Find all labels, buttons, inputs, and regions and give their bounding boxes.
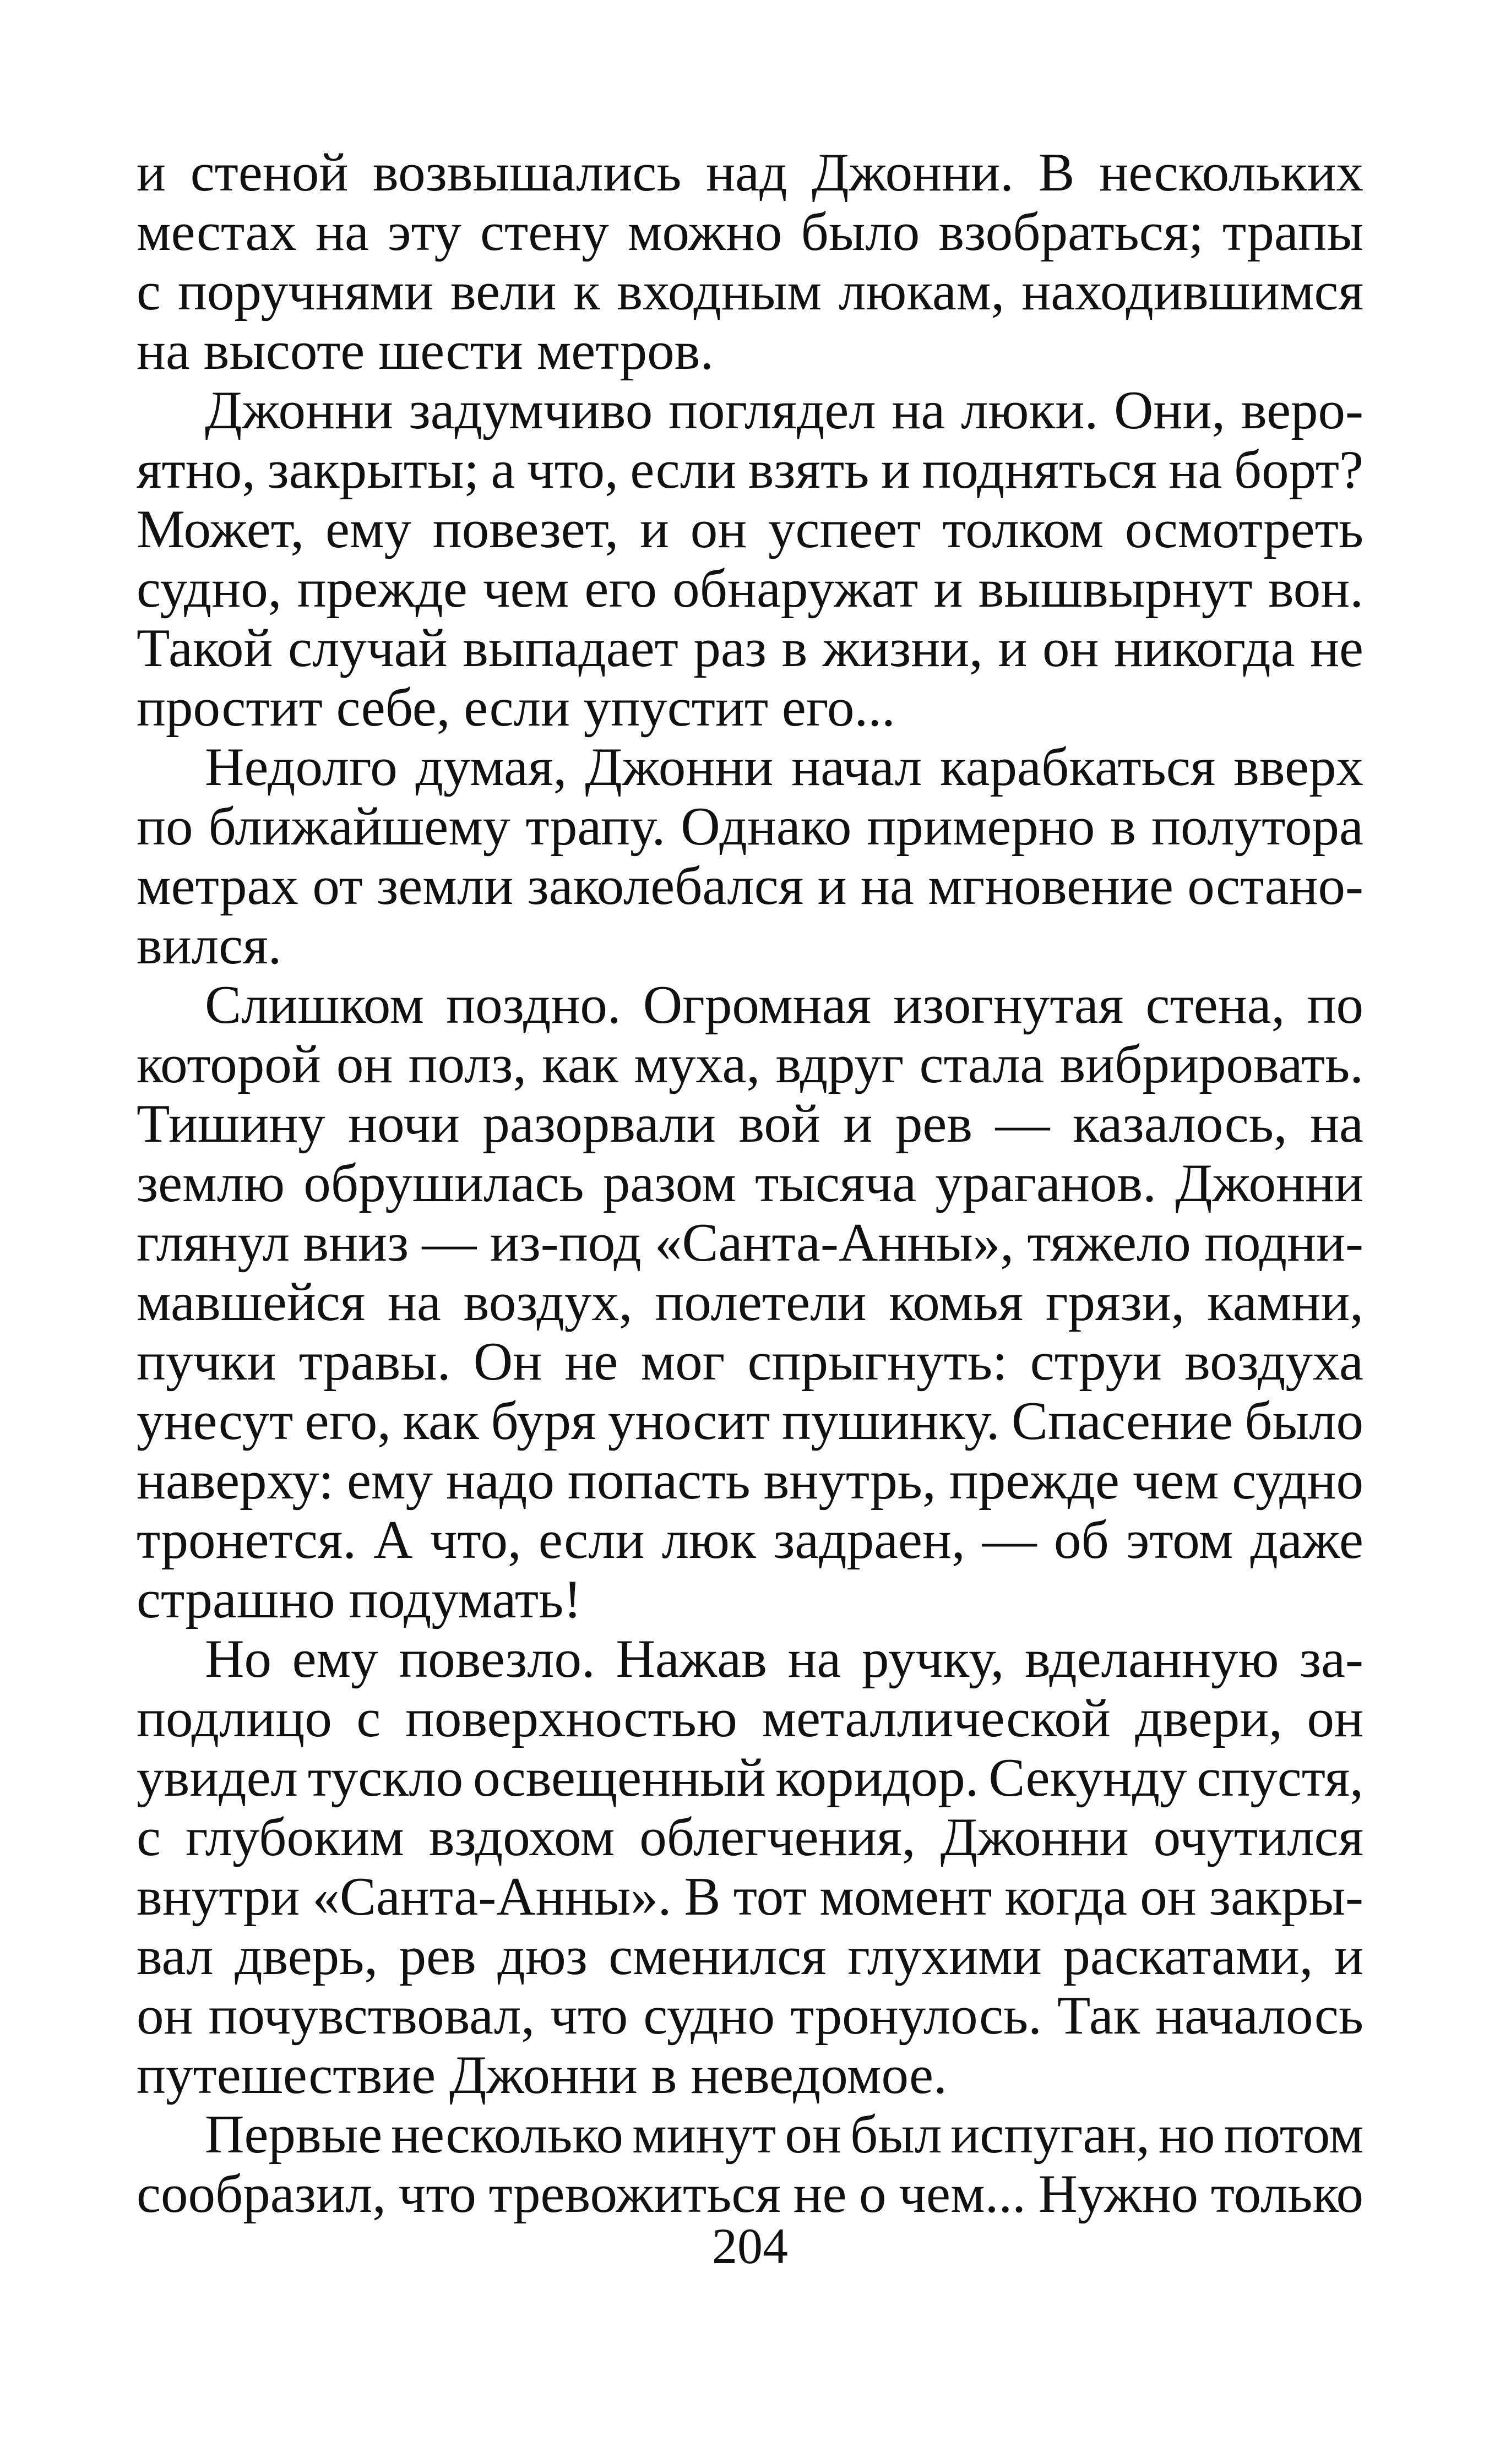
paragraph (137, 2105, 1363, 2224)
text-line: глянул вниз — из-под «Санта-Анны», тяжело подни- (137, 1213, 1363, 1273)
text-line: Но ему повезло. Нажав на ручку, вделанную за- (205, 1629, 1363, 1689)
text-line: по ближайшему трапу. Однако примерно в полутора (137, 797, 1363, 857)
text-line: судно, прежде чем его обнаружат и вышвырнут вон. (137, 559, 1363, 619)
text-line: пучки травы. Он не мог спрыгнуть: струи воздуха (137, 1332, 1363, 1392)
text-line: путешествие Джонни в неведомое. (137, 2045, 947, 2105)
paragraph (137, 381, 1363, 738)
text-line: унесут его, как буря уносит пушинку. Спасение было (137, 1391, 1363, 1451)
text-line: ятно, закрыты; а что, если взять и подняться на борт? (137, 440, 1363, 500)
text-line: метрах от земли заколебался и на мгновение остано- (137, 856, 1363, 916)
paragraph (137, 738, 1363, 975)
text-line: на высоте шести метров. (137, 321, 714, 381)
text-line: страшно подумать! (137, 1569, 582, 1629)
text-line: Джонни задумчиво поглядел на люки. Они, веро- (205, 380, 1363, 440)
text-line: увидел тускло освещенный коридор. Секунду спустя, (137, 1748, 1363, 1808)
text-line: Такой случай выпадает раз в жизни, и он никогда не (137, 618, 1363, 678)
text-line: Недолго думая, Джонни начал карабкаться вверх (205, 737, 1363, 797)
text-line: с глубоким вздохом облегчения, Джонни очутился (137, 1807, 1363, 1867)
paragraph (137, 975, 1363, 1629)
text-line: и стеной возвышались над Джонни. В нескольких (137, 143, 1363, 203)
text-line: Тишину ночи разорвали вой и рев — казалось, на (137, 1094, 1363, 1154)
text-line: местах на эту стену можно было взобраться; трапы (137, 202, 1363, 262)
text-line: Слишком поздно. Огромная изогнутая стена, по (205, 975, 1363, 1035)
text-line: которой он полз, как муха, вдруг стала вибрировать. (137, 1034, 1363, 1094)
text-line: Может, ему повезет, и он успеет толком осмотреть (137, 499, 1363, 559)
text-line: наверху: ему надо попасть внутрь, прежде чем судно (137, 1451, 1363, 1511)
text-line: вился. (137, 915, 282, 975)
text-line: Первые несколько минут он был испуган, но потом (205, 2105, 1363, 2165)
page-number: 204 (712, 2218, 788, 2274)
text-line: подлицо с поверхностью металлической двери, он (137, 1688, 1363, 1748)
text-line: землю обрушилась разом тысяча ураганов. Джонни (137, 1153, 1363, 1213)
text-line: мавшейся на воздух, полетели комья грязи, камни, (137, 1272, 1363, 1332)
text-line: он почувствовал, что судно тронулось. Так началось (137, 1986, 1363, 2046)
text-line: сообразил, что тревожиться не о чем... Нужно только (137, 2164, 1363, 2224)
text-line: с поручнями вели к входным люкам, находившимся (137, 261, 1363, 321)
text-line: внутри «Санта-Анны». В тот момент когда он закры- (137, 1867, 1363, 1927)
paragraph (137, 1629, 1363, 2105)
paragraph (137, 143, 1363, 381)
text-line: тронется. А что, если люк задраен, — об этом даже (137, 1510, 1363, 1570)
body-text (137, 143, 1363, 2224)
text-line: простит себе, если упустит его... (137, 678, 895, 738)
text-line: вал дверь, рев дюз сменился глухими раскатами, и (137, 1926, 1363, 1986)
